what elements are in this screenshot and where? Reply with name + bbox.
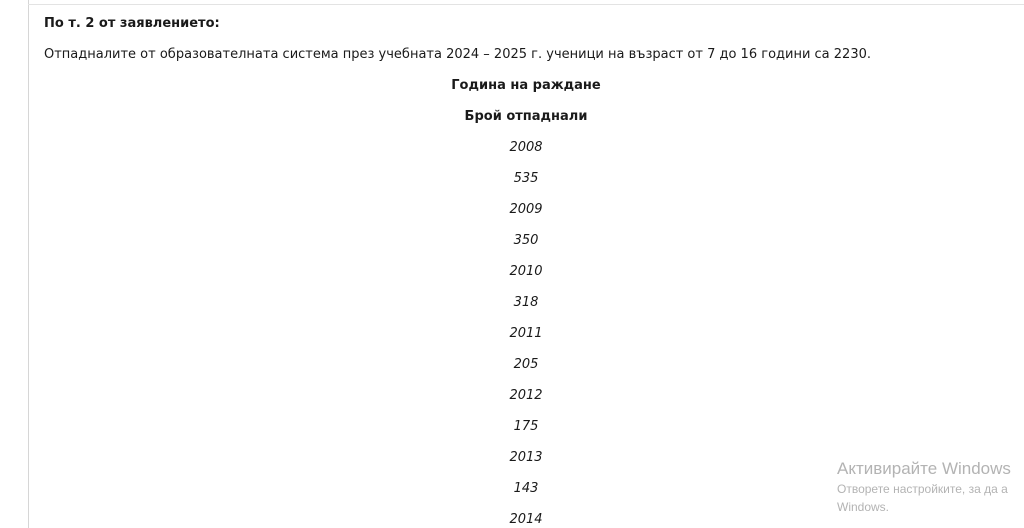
table-cell: 205 — [513, 357, 539, 372]
table-cell: 2014 — [509, 512, 543, 527]
watermark-line-1: Отворете настройките, за да а — [837, 482, 1008, 496]
table-cell: 143 — [513, 481, 539, 496]
table-header-dropout-count: Брой отпаднали — [464, 109, 588, 124]
watermark-line-2: Windows. — [837, 500, 890, 514]
table-cell: 350 — [513, 233, 539, 248]
table-cell: 2013 — [509, 450, 543, 465]
table-cell: 2009 — [509, 202, 543, 217]
watermark-title: Активирайте Windows — [837, 459, 1011, 478]
table-cell: 2011 — [509, 326, 543, 341]
table-cell: 2008 — [509, 140, 543, 155]
table-cell: 2012 — [509, 388, 543, 403]
document-body — [44, 15, 1004, 64]
table-cell: 2010 — [509, 264, 543, 279]
windows-activation-watermark — [837, 458, 1024, 516]
top-border — [28, 4, 1024, 5]
table-header-birth-year: Година на раждане — [451, 78, 601, 93]
table-cell: 175 — [513, 419, 539, 434]
table-cell: 535 — [513, 171, 539, 186]
table-cell: 318 — [513, 295, 539, 310]
section-heading: По т. 2 от заявлението: — [44, 16, 220, 31]
intro-paragraph: Отпадналите от образователната система през учебната 2024 – 2025 г. ученици на възраст от 7 до 16 години са 2230. — [44, 47, 871, 62]
